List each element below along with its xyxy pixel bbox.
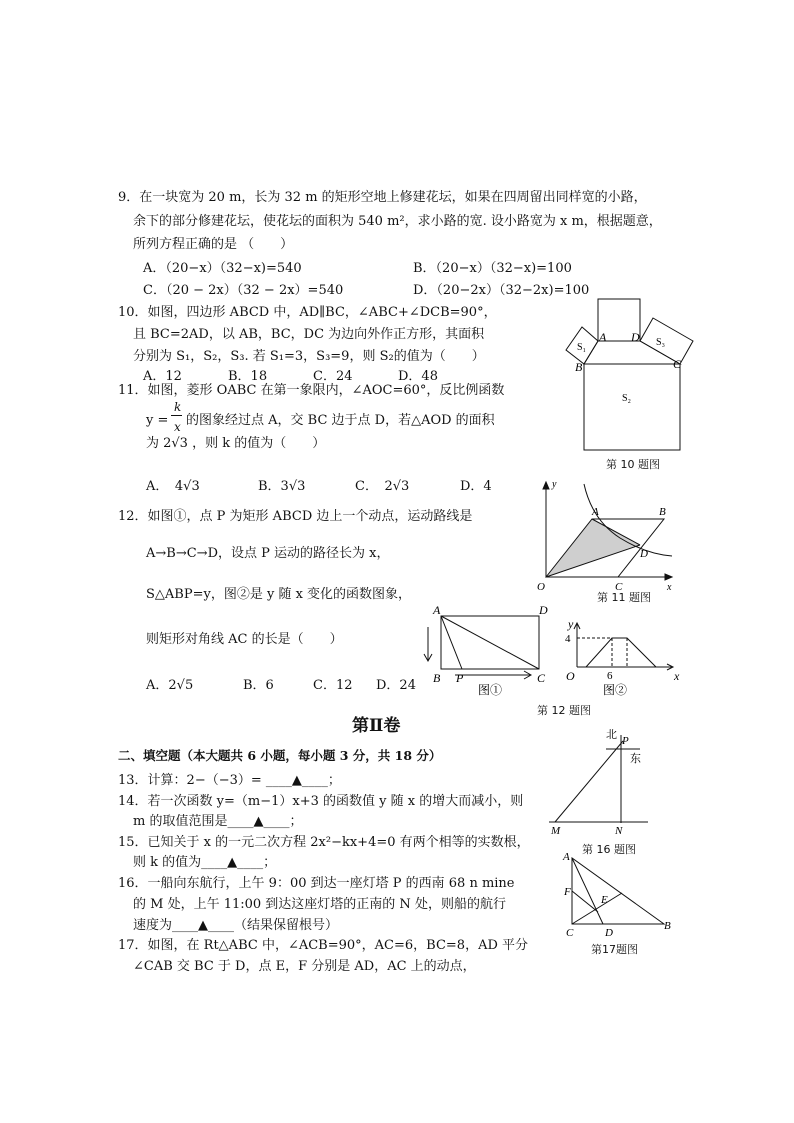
q12-fig2-label: 图② xyxy=(603,683,628,697)
q16-caption: 第 16 题图 xyxy=(582,843,636,856)
q17-bisector-ad xyxy=(572,858,603,924)
q11-option-a: A． 4√3 xyxy=(146,479,200,494)
q17-line1: 17．如图，在 Rt△ABC 中，∠ACB=90°，AC=6，BC=8，AD 平分 xyxy=(118,938,529,953)
q17-label-f: F xyxy=(564,886,571,898)
q17-segment-fe xyxy=(572,891,598,912)
q12-graph-line xyxy=(586,638,656,667)
q16-segment-mp xyxy=(555,741,623,822)
q11-option-c: C． 2√3 xyxy=(355,479,410,494)
q10-option-a: A．12 xyxy=(143,369,182,384)
q15-line2: 则 k 的值为____▲____； xyxy=(133,855,277,870)
q10-label-b: B xyxy=(575,360,583,374)
q9-option-c: C．（20 − 2x）（32 − 2x）=540 xyxy=(143,283,344,298)
q9-line3: 所列方程正确的是 （ ） xyxy=(133,237,294,252)
q13-text: 13．计算：2−（−3）= ____▲____； xyxy=(118,773,341,788)
q12-line4: 则矩形对角线 AC 的长是（ ） xyxy=(146,632,343,647)
q11-rhombus xyxy=(546,519,664,577)
q11-segment-ad xyxy=(592,519,640,545)
q12-label-c: C xyxy=(537,671,546,685)
q10-square-top xyxy=(598,299,640,341)
q11-hyperbola xyxy=(584,484,672,556)
q11-label-c: C xyxy=(615,581,623,593)
q12-caption: 第 12 题图 xyxy=(537,704,591,717)
q12-line3: S△ABP=y，图②是 y 随 x 变化的函数图象， xyxy=(146,587,412,602)
q16-label-p: P xyxy=(622,735,629,747)
q11-fraction-bar xyxy=(171,415,182,416)
q11-label-d: D xyxy=(640,548,648,560)
q10-option-b: B．18 xyxy=(228,369,268,384)
q16-label-m: M xyxy=(551,825,561,837)
q11-line3: 为 2√3 ，则 k 的值为（ ） xyxy=(146,436,326,451)
q10-trapezoid xyxy=(584,341,680,364)
q12-label-d: D xyxy=(539,603,548,617)
q12-line2: A→B→C→D，设点 P 运动的路径长为 x， xyxy=(146,546,390,561)
q12-graph-x-arrow xyxy=(667,664,673,670)
q11-triangle-aod xyxy=(546,519,640,577)
q17-label-d: D xyxy=(605,927,613,939)
q11-label-x: x xyxy=(667,582,672,593)
q11-x-arrow xyxy=(665,574,672,580)
q10-option-c: C．24 xyxy=(313,369,353,384)
q9-line2: 余下的部分修建花坛，使花坛的面积为 540 m²，求小路的宽. 设小路宽为 x m，根据题意， xyxy=(133,214,662,229)
q11-y-arrow xyxy=(543,482,549,489)
q12-option-a: A．2√5 xyxy=(146,678,194,693)
q17-segment-ce xyxy=(572,893,622,924)
q16-line1: 16．一船向东航行，上午 9：00 到达一座灯塔 P 的西南 68 n mine xyxy=(118,876,515,891)
q9-option-a: A．（20−x）（32−x)=540 xyxy=(143,261,302,276)
q17-label-c: C xyxy=(566,927,574,939)
q12-graph-tick-4: 4 xyxy=(565,633,571,645)
q9-option-b: B．（20−x）（32−x)=100 xyxy=(413,261,572,276)
q12-option-b: B．6 xyxy=(243,678,274,693)
q12-diagonal-ac xyxy=(441,616,539,669)
q14-line2: m 的取值范围是____▲____； xyxy=(133,814,303,829)
q17-label-e: E xyxy=(601,894,608,906)
q11-caption: 第 11 题图 xyxy=(597,591,651,604)
q10-label-s1: S₁ xyxy=(577,342,587,353)
q11-label-y: y xyxy=(552,479,557,490)
q17-label-a: A xyxy=(563,851,570,863)
q10-line2: 且 BC=2AD，以 AB，BC，DC 为边向外作正方形，其面积 xyxy=(133,327,485,342)
q9-line1: 9．在一块宽为 20 m，长为 32 m 的矩形空地上修建花坛，如果在四周留出同样宽的小路， xyxy=(118,190,647,205)
q10-label-d: D xyxy=(631,330,640,344)
q12-graph-label-x: x xyxy=(674,669,680,683)
q12-segment-ap xyxy=(441,616,462,669)
q12-rectangle xyxy=(441,616,539,669)
q12-graph-tick-6: 6 xyxy=(607,670,613,682)
q11-line1: 11．如图，菱形 OABC 在第一象限内，∠AOC=60°，反比例函数 xyxy=(118,383,505,398)
q12-right-arrow-head xyxy=(524,671,531,679)
q17-caption: 第17题图 xyxy=(591,943,638,956)
q11-fraction-numerator: k xyxy=(174,400,182,414)
q10-label-s3: S₃ xyxy=(656,337,666,348)
q12-graph-label-y: y xyxy=(568,617,574,631)
q11-segment-od xyxy=(546,545,640,577)
q11-y-equals: y = xyxy=(146,413,169,428)
q10-square-s1 xyxy=(566,327,598,364)
q10-square-s2 xyxy=(584,364,680,450)
q15-line1: 15．已知关于 x 的一元二次方程 2x²−kx+4=0 有两个相等的实数根， xyxy=(118,835,530,850)
q9-option-d: D．（20−2x）（32−2x)=100 xyxy=(413,283,590,298)
q14-line1: 14．若一次函数 y=（m−1）x+3 的函数值 y 随 x 的增大而减小，则 xyxy=(118,794,524,809)
q12-graph-y-arrow xyxy=(574,623,580,629)
q10-caption: 第 10 题图 xyxy=(606,458,660,471)
q10-label-a: A xyxy=(599,330,607,344)
q16-line3: 速度为____▲____（结果保留根号） xyxy=(133,918,338,933)
q10-label-s2: S₂ xyxy=(622,393,632,404)
q11-label-o: O xyxy=(537,581,545,593)
q16-label-east: 东 xyxy=(630,753,641,765)
section-title: 二、填空题（本大题共 6 小题，每小题 3 分，共 18 分） xyxy=(118,748,442,763)
q11-line2: 的图象经过点 A，交 BC 边于点 D，若△AOD 的面积 xyxy=(186,413,495,428)
q17-line2: ∠CAB 交 BC 于 D，点 E，F 分别是 AD，AC 上的动点， xyxy=(133,959,476,974)
q12-fig1-label: 图① xyxy=(478,683,503,697)
q12-label-b: B xyxy=(433,671,441,685)
q10-line3: 分别为 S₁，S₂，S₃. 若 S₁=3，S₃=9，则 S₂的值为（ ） xyxy=(133,349,485,364)
q16-line2: 的 M 处，上午 11:00 到达这座灯塔的正南的 N 处，则船的航行 xyxy=(133,897,506,912)
q12-down-arrow-head xyxy=(424,654,432,661)
q11-option-d: D．4 xyxy=(460,479,492,494)
q11-option-b: B．3√3 xyxy=(258,479,306,494)
q12-label-a: A xyxy=(433,603,441,617)
q10-option-d: D．48 xyxy=(398,369,438,384)
q17-triangle-abc xyxy=(572,858,664,924)
q16-label-n: N xyxy=(615,825,623,837)
q11-label-a: A xyxy=(592,506,599,518)
q12-line1: 12．如图①，点 P 为矩形 ABCD 边上一个动点，运动路线是 xyxy=(118,509,473,524)
q11-fraction-denominator: x xyxy=(174,420,181,434)
part2-title: 第Ⅱ卷 xyxy=(352,716,401,736)
q12-label-p: P xyxy=(456,671,464,685)
q12-graph-label-o: O xyxy=(566,669,575,683)
q12-option-c: C．12 xyxy=(313,678,353,693)
q16-label-north: 北 xyxy=(606,729,617,741)
q12-option-d: D．24 xyxy=(376,678,416,693)
q10-square-s3 xyxy=(640,318,693,364)
q17-label-b: B xyxy=(664,920,671,932)
q11-label-b: B xyxy=(659,506,666,518)
q10-label-c: C xyxy=(673,357,682,371)
q10-line1: 10．如图，四边形 ABCD 中，AD∥BC，∠ABC+∠DCB=90°， xyxy=(118,305,497,320)
